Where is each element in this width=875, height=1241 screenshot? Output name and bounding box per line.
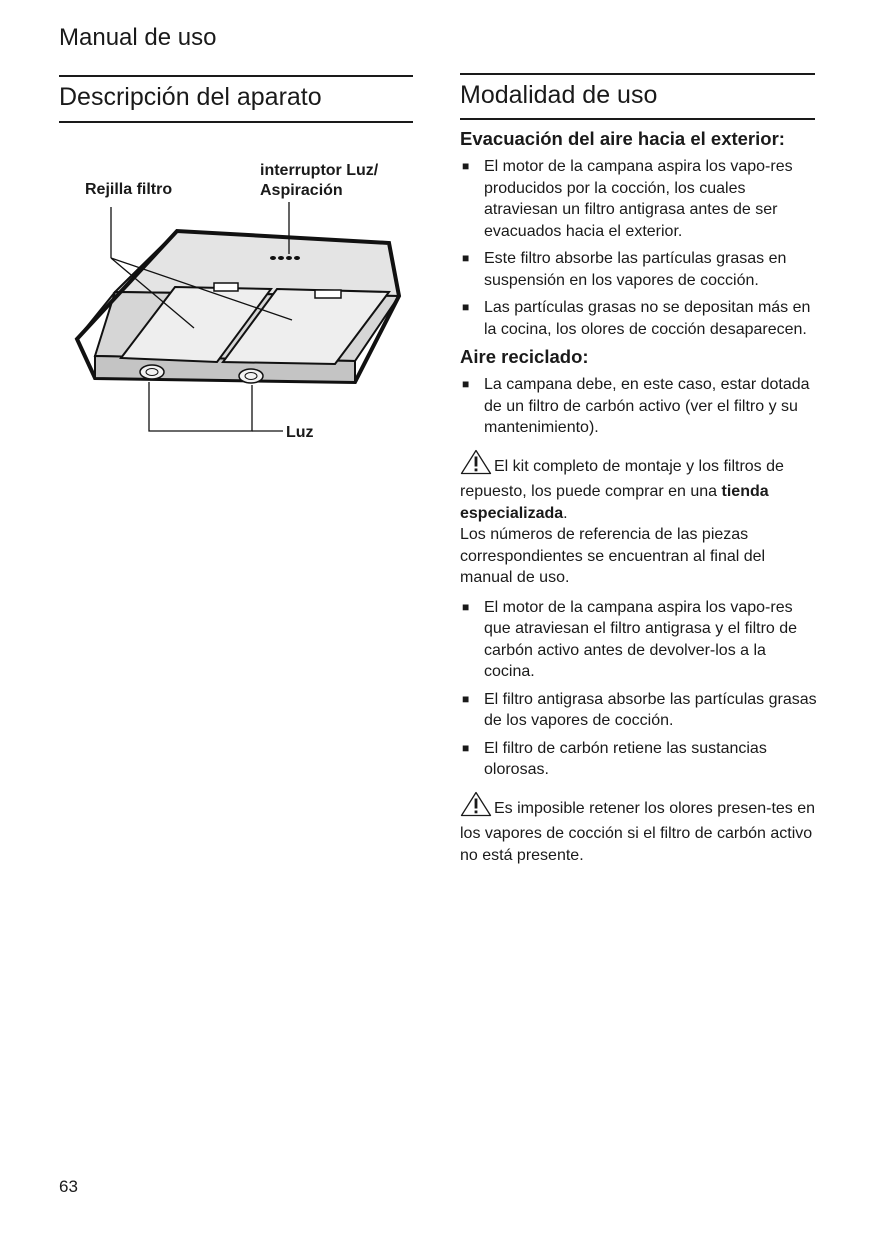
- page-number: 63: [59, 1177, 78, 1196]
- filter-handle-right: [315, 290, 341, 298]
- heading-evacuation: Evacuación del aire hacia el exterior:: [460, 128, 785, 149]
- note-kit-emphasis: tienda especializada: [460, 483, 769, 522]
- filter-handle-left: [214, 283, 238, 291]
- square-bullet-icon: ■: [462, 740, 470, 755]
- leader-light: [149, 382, 252, 431]
- warning-triangle-icon: [460, 791, 492, 824]
- right-top-rule: [460, 73, 815, 75]
- right-bottom-rule: [460, 118, 815, 120]
- square-bullet-icon: ■: [462, 300, 470, 314]
- list-item: ■ La campana debe, en este caso, estar dotada de un filtro de carbón activo (ver el filtro y su mantenimiento).: [462, 376, 810, 436]
- square-bullet-icon: ■: [462, 251, 470, 265]
- recycled-list-2: [460, 597, 820, 781]
- warning-triangle-icon: [460, 449, 492, 482]
- label-light-switch-line2: Aspiración: [260, 182, 343, 199]
- section-title-description: Descripción del aparato: [59, 83, 322, 111]
- list-item: ■ El filtro de carbón retiene las sustancias olorosas.: [462, 739, 767, 778]
- list-item: ■ Las partículas grasas no se depositan más en la cocina, los olores de cocción desaparecen.: [462, 299, 811, 338]
- label-light-switch-line1: interruptor Luz/: [260, 162, 379, 179]
- list-item: ■ El motor de la campana aspira los vapo-res producidos por la cocción, los cuales atraviesan un filtro antigrasa antes de ser evacuados hacia el exterior.: [462, 158, 793, 240]
- note-kit: El kit completo de montaje y los filtros de repuesto, los puede comprar en una tienda especializada. Los números de referencia de las piezas correspondientes se encuentran al final del manual de uso.: [460, 449, 820, 589]
- page-title: Manual de uso: [59, 24, 217, 51]
- label-filter-grid: Rejilla filtro: [85, 181, 173, 198]
- list-item: ■ El motor de la campana aspira los vapo-res que atraviesan el filtro antigrasa y el filtro de carbón activo antes de devolver-los a la cocina.: [462, 598, 798, 680]
- list-item: ■ Este filtro absorbe las partículas grasas en suspensión en los vapores de cocción.: [462, 250, 787, 289]
- list-item: ■ El filtro antigrasa absorbe las partículas grasas de los vapores de cocción.: [462, 690, 817, 729]
- square-bullet-icon: ■: [462, 599, 470, 614]
- square-bullet-icon: ■: [462, 691, 470, 706]
- usage-content: [460, 128, 820, 866]
- square-bullet-icon: ■: [462, 377, 470, 391]
- light-left-icon: [140, 365, 164, 379]
- left-bottom-rule: [59, 121, 413, 123]
- note-odors: Es imposible retener los olores presen-tes en los vapores de cocción si el filtro de carbón activo no está presente.: [460, 791, 820, 867]
- label-light: Luz: [286, 424, 314, 441]
- evacuation-list: [460, 156, 820, 340]
- light-right-icon: [239, 369, 263, 383]
- hood-diagram: [59, 150, 413, 450]
- section-title-usage: Modalidad de uso: [460, 81, 658, 109]
- hood-illustration: [59, 150, 413, 450]
- recycled-list: [460, 374, 820, 439]
- left-top-rule: [59, 75, 413, 77]
- note-kit-reference: Los números de referencia de las piezas correspondientes se encuentran al final del manual de uso.: [460, 526, 766, 586]
- heading-recycled: Aire reciclado:: [460, 346, 589, 367]
- square-bullet-icon: ■: [462, 159, 470, 173]
